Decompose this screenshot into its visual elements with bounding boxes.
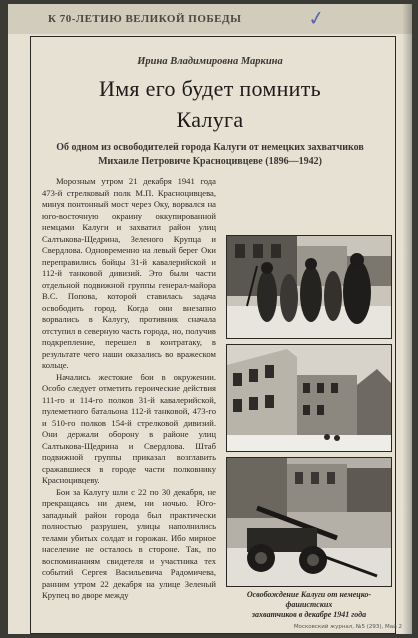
photo-artillery-gun xyxy=(226,457,392,587)
handwritten-checkmark-icon: ✓ xyxy=(306,4,327,32)
author-name: Ирина Владимировна Маркина xyxy=(137,56,283,67)
article-paragraph: Начались жестокие бои в окружении. Особо следует отметить героические действия 111-го и 114-го полков 31-й кавалерийской, пулеметного батальона 112-й танковой, 473-го и 510-го полков 154-й стрелковой дивизий. Они держали оборону в районе улиц Салтыкова-Щедрина и Свердлова. Штаб подвижной группы приказал возглавить сражавшиеся в городе части полковнику Красноцивцеву. xyxy=(42,371,216,485)
photo-soldiers-street-image xyxy=(227,236,392,339)
article-paragraph: Бои за Калугу шли с 22 по 30 декабря, не прекращаясь ни днем, ни ночью. Юго-западный район города был практически полностью разрушен, улицы наполнились телами убитых солдат и горожан. Ибо мирное население не осталось в стороне. Так, по воспоминаниям свидетеля и участника тех событий Сергея Васильевича Радомичева, ранним утром 22 декабря на улице Зеленый Крупец во дворе между xyxy=(42,486,216,600)
article-subtitle-line-1: Об одном из освободителей города Калуги от немецких захватчиков xyxy=(56,142,364,153)
photo-ruined-buildings xyxy=(226,344,392,452)
photo-ruined-buildings-image xyxy=(227,345,392,452)
photo-caption-line-1: Освобождение Калуги от немецко-фашистских xyxy=(246,590,372,609)
section-title: К 70-ЛЕТИЮ ВЕЛИКОЙ ПОБЕДЫ xyxy=(48,13,242,25)
article-title-line-1: Имя его будет помнить xyxy=(99,76,321,101)
photo-artillery-gun-image xyxy=(227,458,392,587)
page-edge-shadow xyxy=(402,4,412,634)
photo-caption xyxy=(224,590,394,620)
article-paragraph: Морозным утром 21 декабря 1941 года 473-й стрелковый полк М.П. Красноцивцева, минуя понтонный мост через Оку, ворвался на юго-восточную окраину оккупированной немцами Калуги и захватил район улиц Салтыкова-Щедрина, Зеленого Крупца и Свердлова. Одновременно на левый берег Оки переправились бойцы 31-й кавалерийской и 112-й танковой дивизий. Это были части отдельной подвижной группы генерал-майора В.С. Попова, которой ставилась задача освободить город. Когда они внезапно ворвались в Калугу, противник сначала отступил в северную часть города, но, получив подкрепление, перешел в контратаку, в результате чего наши оказались во вражеском кольце. xyxy=(42,176,216,370)
photo-soldiers-street xyxy=(226,235,392,339)
footer-issue-info: Московский журнал, №5 (293), Май 2 xyxy=(293,624,402,630)
article-subtitle-line-2: Михаиле Петровиче Красноцивцеве (1896—1942) xyxy=(98,156,322,167)
magazine-page xyxy=(8,4,412,634)
article-title-line-2: Калуга xyxy=(176,107,244,132)
article-body-column xyxy=(42,176,216,602)
photo-caption-line-2: захватчиков в декабре 1941 года xyxy=(251,610,367,619)
